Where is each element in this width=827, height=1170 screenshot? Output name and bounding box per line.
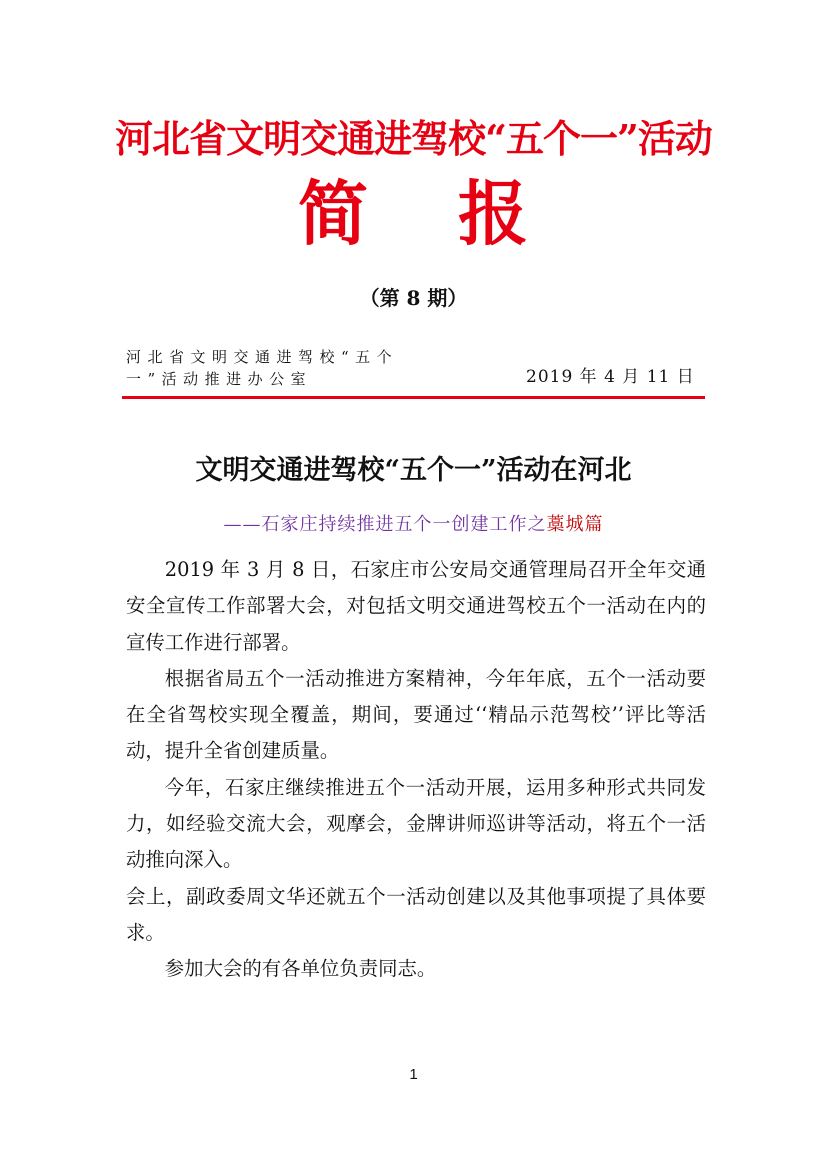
article-subtitle [0, 510, 827, 536]
article-title: 文明交通进驾校“五个一”活动在河北 [195, 455, 632, 486]
masthead-title: 河北省文明交通进驾校“五个一”活动 [115, 116, 712, 161]
page-number: 1 [409, 1066, 418, 1083]
issue-date: 2019 年 4 月 11 日 [526, 367, 695, 387]
header-divider [122, 396, 705, 399]
paragraph: 今年，石家庄继续推进五个一活动开展，运用多种形式共同发力，如经验交流大会，观摩会，金牌讲师巡讲等活动，将五个一活动推向深入。 [126, 775, 706, 872]
article-subtitle-main: ——石家庄持续推进五个一创建工作之 [223, 514, 547, 535]
brief-title-char-1: 简 [298, 172, 368, 255]
paragraph: 会上，副政委周文华还就五个一活动创建以及其他事项提了具体要求。 [126, 884, 706, 944]
issue-number: （第 8 期） [359, 286, 468, 310]
paragraph: 参加大会的有各单位负责同志。 [164, 957, 437, 981]
issuer-office: 河北省文明交通进驾校“五个一”活动推进办公室 [126, 348, 399, 388]
brief-title [0, 174, 827, 254]
article-subtitle-accent: 藁城篇 [546, 514, 604, 535]
paragraph: 根据省局五个一活动推进方案精神，今年年底，五个一活动要在全省驾校实现全覆盖，期间，要通过‘‘精品示范驾校’’评比等活动，提升全省创建质量。 [126, 666, 706, 763]
brief-title-char-2: 报 [458, 172, 528, 255]
article-body [126, 552, 706, 988]
paragraph: 2019 年 3 月 8 日，石家庄市公安局交通管理局召开全年交通安全宣传工作部署大会，对包括文明交通进驾校五个一活动在内的宣传工作进行部署。 [126, 558, 706, 654]
